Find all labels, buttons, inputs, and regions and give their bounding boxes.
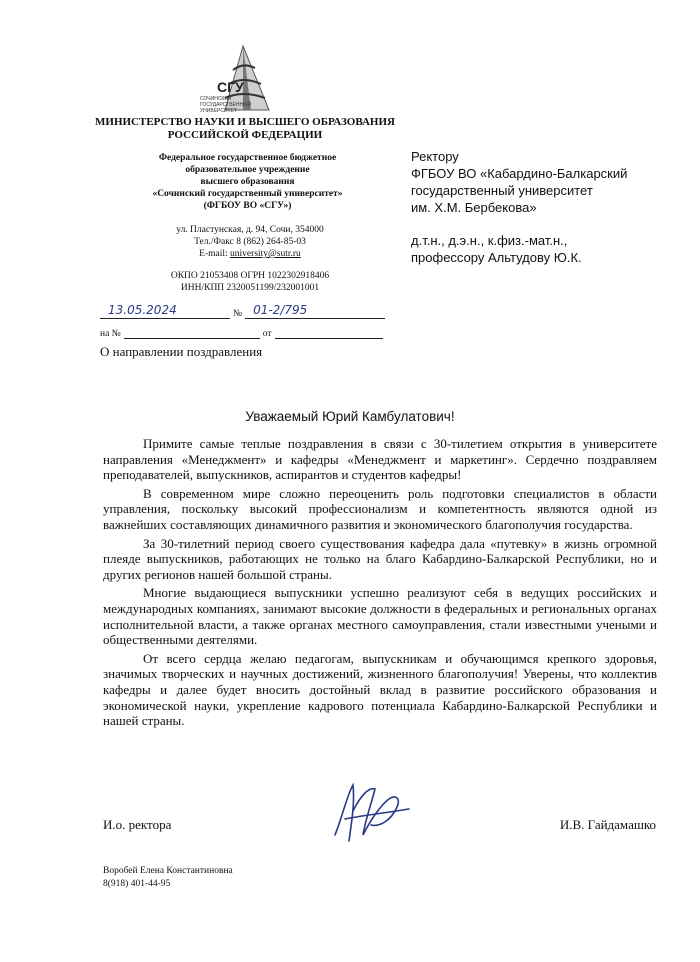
from-label: от [262,329,272,339]
recipient-title-line: д.т.н., д.э.н., к.физ.-мат.н., [411,233,568,248]
address: ул. Пластунская, д. 94, Сочи, 354000 [176,225,324,235]
number-field [245,304,385,319]
phone-fax: Тел./Факс 8 (862) 264-85-03 [194,237,306,247]
email-link[interactable]: university@sutr.ru [230,249,301,259]
body-paragraph: От всего сердца желаю педагогам, выпускникам и обучающимся крепкого здоровья, значимых творческих и научных достижений, жизненного благополучия! Уверены, что коллектив кафедры и далее будет вносить достойный вклад в развитие российского образования и экономической науки, укрепление кадрового потенциала Кабардино-Балкарской Республики и нашей страны. [103,650,657,729]
contacts-block [130,224,370,260]
logo-caption-line: УНИВЕРСИТЕТ [200,108,237,114]
org-line: высшего образования [200,177,295,187]
recipient-line: им. Х.М. Бербекова» [411,200,537,215]
handwritten-signature [325,775,415,855]
registry-codes [110,270,390,294]
ref-number-field [124,324,260,339]
letter-subject: О направлении поздравления [100,344,263,359]
ministry-line: РОССИЙСКОЙ ФЕДЕРАЦИИ [167,129,323,141]
organization-name [110,152,385,212]
recipient-title-line: профессору Альтудову Ю.К. [411,250,582,265]
logo-letters: СГУ [217,79,244,95]
date-field [100,304,230,319]
org-line: (ФГБОУ ВО «СГУ») [203,201,292,211]
handwritten-number: 01-2/795 [253,303,308,317]
inn-kpp: ИНН/КПП 2320051199/232001001 [180,283,320,293]
executor-info [103,865,233,891]
signatory-name: И.В. Гайдамашко [559,817,656,832]
ref-label: на № [100,329,121,339]
recipient-block [411,148,671,266]
recipient-line: государственный университет [411,183,593,198]
letter-body [103,436,657,732]
body-paragraph: В современном мире сложно переоценить роль подготовки специалистов в области управления, поскольку высокий профессионализм и компетентность являются одной из важнейших составляющих динамичного развития и экономического благополучия государства. [103,485,657,532]
executor-phone: 8(918) 401-44-95 [103,879,171,889]
body-paragraph: За 30-тилетний период своего существования кафедра дала «путевку» в жизнь огромной плеяде выпускников, работающих не только на благо Кабардино-Балкарской Республики, но и других регионов нашей большой страны. [103,535,657,582]
recipient-line: ФГБОУ ВО «Кабардино-Балкарский [411,166,628,181]
signatory-position: И.о. ректора [103,817,172,832]
executor-name: Воробей Елена Константиновна [103,866,233,876]
logo-caption [200,96,251,114]
ministry-line: МИНИСТЕРСТВО НАУКИ И ВЫСШЕГО ОБРАЗОВАНИЯ [95,116,395,128]
org-line: Федеральное государственное бюджетное [158,153,337,163]
outgoing-registration [100,304,385,319]
email-label: E-mail: [199,249,231,259]
org-line: «Сочинский государственный университет» [152,189,343,199]
okpo-ogrn: ОКПО 21053408 ОГРН 1022302918406 [170,271,330,281]
ref-date-field [275,324,383,339]
handwritten-date: 13.05.2024 [108,303,177,317]
greeting: Уважаемый Юрий Камбулатович! [245,409,455,424]
number-label: № [233,309,243,319]
recipient-line: Ректору [411,149,459,164]
org-line: образовательное учреждение [185,165,310,175]
email-line [130,248,370,260]
body-paragraph: Примите самые теплые поздравления в связи с 30-тилетием открытия в университете направления «Менеджмент» и кафедры «Менеджмент и маркетинг». Сердечно поздравляем преподавателей, выпускников, аспирантов и студентов кафедры! [103,436,657,483]
logo-caption-line: ГОСУДАРСТВЕННЫЙ [200,102,252,108]
ministry-header [90,116,400,142]
logo-caption-line: СОЧИНСКИЙ [200,96,232,102]
body-paragraph: Многие выдающиеся выпускники успешно реализуют себя в ведущих российских и международных компаниях, занимают высокие должности в федеральных и региональных органах исполнительной власти, а также органах местного самоуправления, стали известными учеными и общественными деятелями. [103,585,657,648]
reference-registration [100,324,383,339]
